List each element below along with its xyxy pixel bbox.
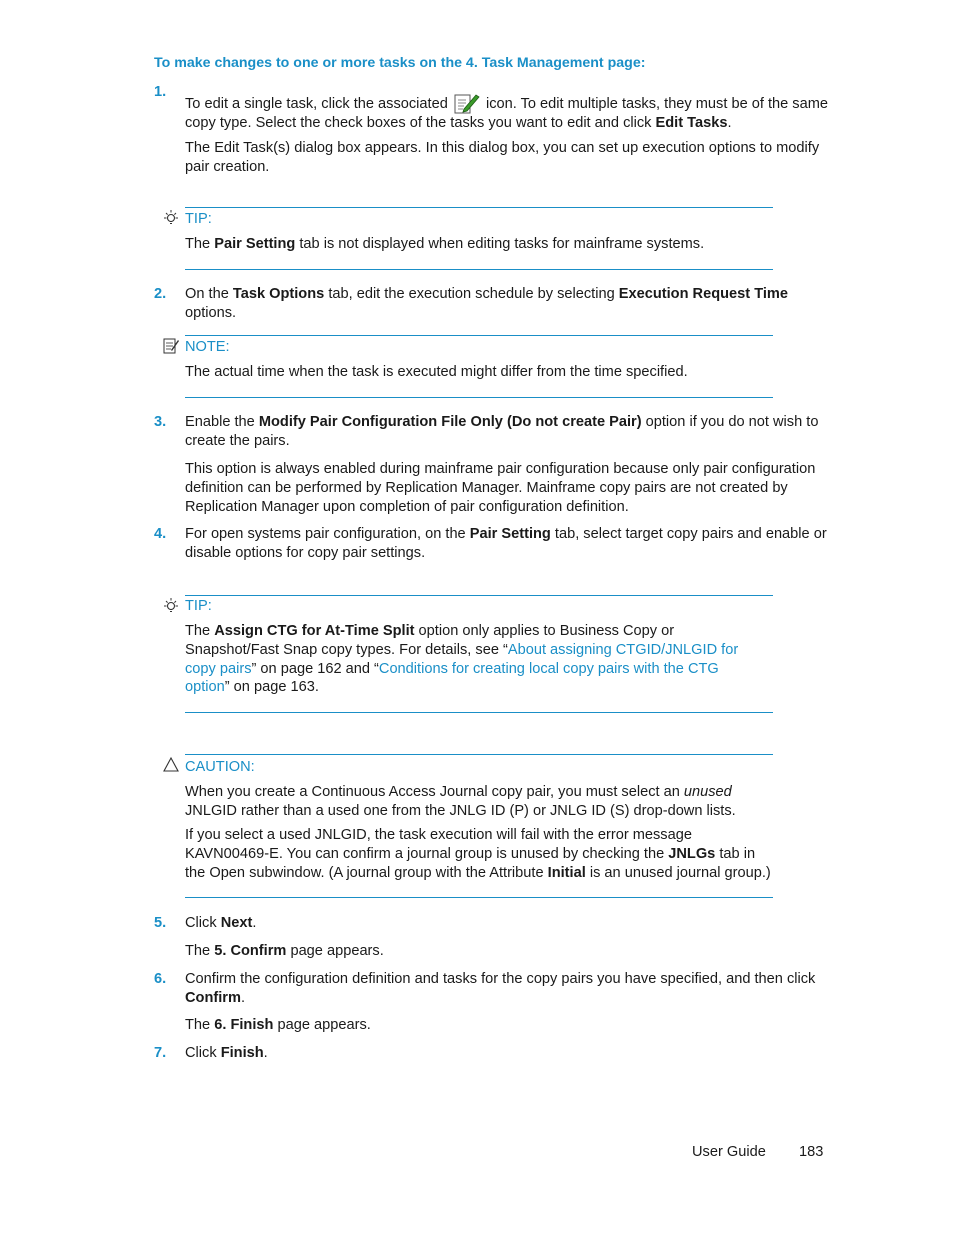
step-number: 5. — [154, 915, 167, 931]
tip-label: TIP: — [185, 211, 212, 227]
box-rule — [185, 754, 773, 755]
box-rule — [185, 897, 773, 898]
step-number: 3. — [154, 414, 167, 430]
edit-task-icon — [454, 92, 480, 114]
note-text: The actual time when the task is executed might differ from the time specified. — [185, 364, 688, 380]
box-rule — [185, 207, 773, 208]
step-3-text: Enable the Modify Pair Configuration File Only (Do not create Pair) option if you do not wish to create the pairs. — [185, 414, 819, 449]
footer-label: User Guide — [692, 1144, 766, 1160]
caution-label: CAUTION: — [185, 759, 255, 775]
section-heading: To make changes to one or more tasks on the 4. Task Management page: — [154, 55, 646, 71]
box-rule — [185, 712, 773, 713]
tip-2-text: The Assign CTG for At-Time Split option only applies to Business Copy or Snapshot/Fast Snap copy types. For details, see “About assigning CTGID/JNLGID for copy pairs” on page 162 and “Conditions for creating local copy pairs with the CTG option” on page 163. — [185, 623, 739, 696]
box-rule — [185, 397, 773, 398]
box-rule — [185, 269, 773, 270]
step-3-detail: This option is always enabled during mainframe pair configuration because only pair configuration definition can be performed by Replication Manager. Mainframe copy pairs are not created by Replication Manager upon completion of pair configuration definition. — [185, 461, 816, 515]
step-5-text: Click Next. — [185, 915, 257, 931]
link-ctg-conditions[interactable]: Conditions for creating local copy pairs with the CTG option — [185, 660, 719, 696]
step-number: 7. — [154, 1045, 167, 1061]
lightbulb-icon — [162, 209, 180, 227]
step-number: 6. — [154, 971, 167, 987]
caution-triangle-icon — [162, 756, 180, 774]
step-number: 1. — [154, 84, 167, 100]
tip-1-text: The Pair Setting tab is not displayed when editing tasks for mainframe systems. — [185, 236, 705, 252]
step-5-result: The 5. Confirm page appears. — [185, 943, 384, 959]
step-number: 4. — [154, 526, 167, 542]
step-1-result: The Edit Task(s) dialog box appears. In this dialog box, you can set up execution options to modify pair creation. — [185, 140, 820, 175]
caution-text-1: When you create a Continuous Access Journal copy pair, you must select an unused JNLGID rather than a used one from the JNLG ID (P) or JNLG ID (S) drop-down lists. — [185, 784, 736, 819]
box-rule — [185, 595, 773, 596]
step-1-text: To edit a single task, click the associated icon. To edit multiple tasks, they must be of the same copy type. Select the check boxes of the tasks you want to edit and click Edit Tasks. — [185, 92, 830, 133]
lightbulb-icon — [162, 597, 180, 615]
tip-label: TIP: — [185, 598, 212, 614]
note-label: NOTE: — [185, 339, 230, 355]
step-7-text: Click Finish. — [185, 1045, 268, 1061]
step-6-result: The 6. Finish page appears. — [185, 1017, 371, 1033]
step-6-text: Confirm the configuration definition and tasks for the copy pairs you have specified, and then click Confirm. — [185, 971, 816, 1006]
box-rule — [185, 335, 773, 336]
link-ctgid-jnlgid[interactable]: About assigning CTGID/JNLGID for copy pairs — [185, 641, 739, 677]
step-2-text: On the Task Options tab, edit the execution schedule by selecting Execution Request Time options. — [185, 286, 788, 321]
caution-text-2: If you select a used JNLGID, the task execution will fail with the error message KAVN00469-E. You can confirm a journal group is unused by checking the JNLGs tab in the Open subwindow. (A journal group with the Attribute Initial is an unused journal group.) — [185, 827, 771, 881]
page-number: 183 — [799, 1144, 824, 1160]
step-4-text: For open systems pair configuration, on the Pair Setting tab, select target copy pairs and enable or disable options for copy pair settings. — [185, 526, 827, 561]
note-icon — [162, 337, 180, 355]
step-number: 2. — [154, 286, 167, 302]
